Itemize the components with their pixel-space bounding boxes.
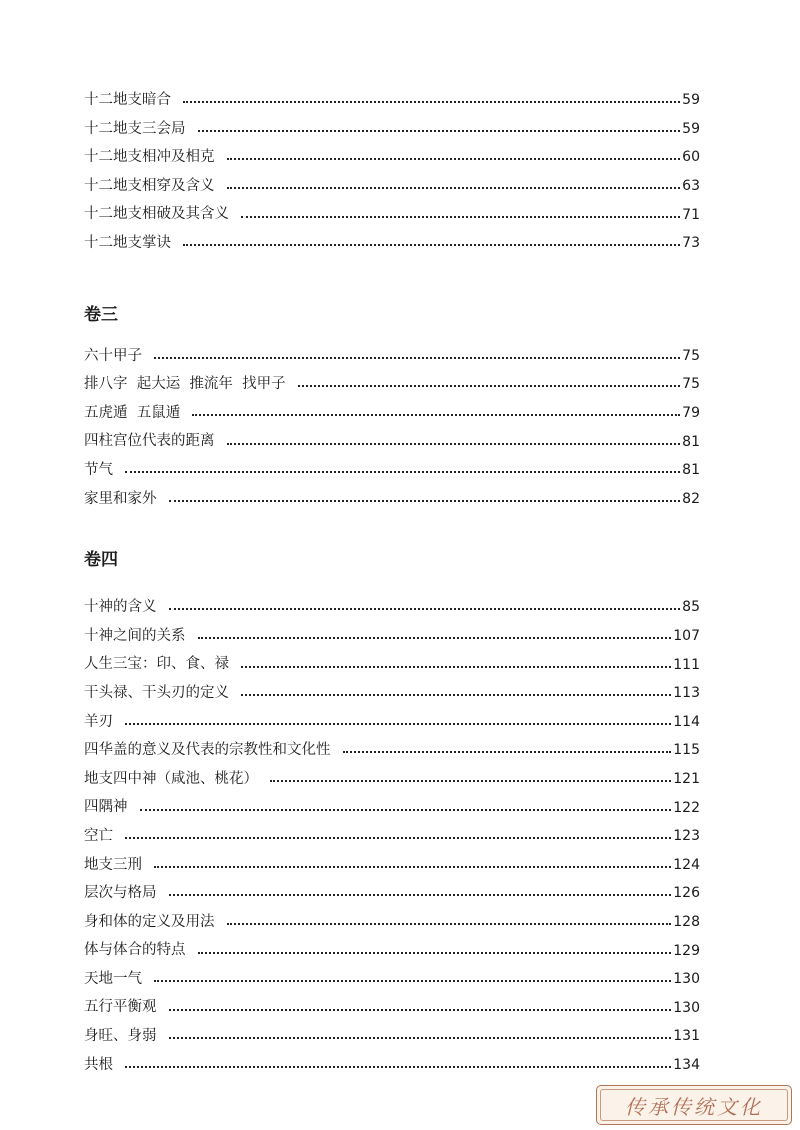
toc-entry[interactable]	[84, 427, 700, 456]
entry-page-number: 107	[673, 628, 700, 645]
section-heading-vol3: 卷三	[84, 304, 118, 325]
toc-entry[interactable]	[84, 993, 700, 1022]
entry-page-number: 71	[682, 206, 700, 223]
toc-entry[interactable]	[84, 736, 700, 765]
dot-leader	[198, 637, 672, 639]
entry-page-number: 79	[682, 405, 700, 422]
entry-page-number: 131	[673, 1028, 700, 1045]
toc-entry[interactable]	[84, 342, 700, 371]
toc-section-vol3	[84, 304, 700, 514]
entry-page-number: 75	[682, 347, 700, 364]
entry-title: 人生三宝：印、食、禄	[84, 656, 229, 673]
toc-section-continued	[84, 86, 700, 258]
entry-page-number: 113	[673, 685, 700, 702]
toc-entry[interactable]	[84, 793, 700, 822]
entry-title: 干头禄、干头刃的定义	[84, 684, 229, 701]
toc-entry[interactable]	[84, 485, 700, 514]
toc-entry[interactable]	[84, 936, 700, 965]
dot-leader	[227, 187, 681, 189]
table-of-contents	[84, 86, 700, 1079]
toc-entry[interactable]	[84, 86, 700, 115]
dot-leader	[125, 1066, 671, 1068]
toc-entry[interactable]	[84, 622, 700, 651]
entry-page-number: 59	[682, 120, 700, 137]
entry-page-number: 130	[673, 999, 700, 1016]
toc-entry[interactable]	[84, 456, 700, 485]
entry-title: 地支四中神（咸池、桃花）	[84, 770, 258, 787]
entry-title: 家里和家外	[84, 490, 157, 507]
dot-leader	[227, 158, 681, 160]
entry-page-number: 123	[673, 828, 700, 845]
toc-entry[interactable]	[84, 1051, 700, 1080]
entry-title: 体与体合的特点	[84, 942, 186, 959]
dot-leader	[227, 923, 672, 925]
entry-page-number: 59	[682, 92, 700, 109]
entry-page-number: 81	[682, 462, 700, 479]
dot-leader	[198, 130, 681, 132]
entry-title: 羊刃	[84, 713, 113, 730]
entry-title: 十二地支相破及其含义	[84, 206, 229, 223]
toc-entry[interactable]	[84, 370, 700, 399]
dot-leader	[241, 216, 680, 218]
toc-entry[interactable]	[84, 229, 700, 258]
dot-leader	[154, 866, 671, 868]
entry-page-number: 114	[673, 713, 700, 730]
dot-leader	[154, 357, 680, 359]
dot-leader	[192, 414, 680, 416]
toc-entry[interactable]	[84, 1022, 700, 1051]
dot-leader	[125, 723, 671, 725]
entry-title: 五虎遁 五鼠遁	[84, 404, 181, 421]
entry-page-number: 73	[682, 235, 700, 252]
entry-page-number: 60	[682, 149, 700, 166]
toc-entry[interactable]	[84, 822, 700, 851]
entry-title: 身旺、身弱	[84, 1028, 157, 1045]
dot-leader	[169, 608, 681, 610]
watermark-text: 传承传统文化	[625, 1094, 763, 1119]
dot-leader	[154, 980, 671, 982]
entry-page-number: 75	[682, 376, 700, 393]
entry-page-number: 82	[682, 490, 700, 507]
toc-entry[interactable]	[84, 708, 700, 737]
section-heading-vol4: 卷四	[84, 550, 118, 571]
dot-leader	[140, 809, 672, 811]
entry-page-number: 63	[682, 178, 700, 195]
toc-entry[interactable]	[84, 679, 700, 708]
dot-leader	[270, 780, 671, 782]
entry-title: 层次与格局	[84, 885, 157, 902]
toc-entry[interactable]	[84, 765, 700, 794]
toc-entry[interactable]	[84, 650, 700, 679]
entry-title: 六十甲子	[84, 347, 142, 364]
entry-title: 五行平衡观	[84, 999, 157, 1016]
dot-leader	[227, 443, 681, 445]
entry-title: 天地一气	[84, 970, 142, 987]
entry-title: 十二地支掌诀	[84, 235, 171, 252]
entry-page-number: 121	[673, 770, 700, 787]
dot-leader	[125, 837, 671, 839]
dot-leader	[169, 1037, 672, 1039]
toc-entry[interactable]	[84, 593, 700, 622]
entry-page-number: 115	[673, 742, 700, 759]
entry-title: 十神的含义	[84, 599, 157, 616]
entry-title: 十神之间的关系	[84, 627, 186, 644]
toc-entry[interactable]	[84, 850, 700, 879]
watermark-stamp	[596, 1085, 792, 1125]
entry-title: 四隅神	[84, 799, 128, 816]
entry-title: 共根	[84, 1056, 113, 1073]
entry-page-number: 122	[673, 799, 700, 816]
entry-title: 排八字 起大运 推流年 找甲子	[84, 376, 286, 393]
entry-title: 身和体的定义及用法	[84, 913, 215, 930]
dot-leader	[125, 471, 680, 473]
dot-leader	[343, 751, 672, 753]
entry-page-number: 128	[673, 913, 700, 930]
dot-leader	[183, 101, 680, 103]
entry-page-number: 129	[673, 942, 700, 959]
dot-leader	[241, 694, 671, 696]
toc-entry[interactable]	[84, 965, 700, 994]
toc-entry[interactable]	[84, 879, 700, 908]
entry-page-number: 134	[673, 1056, 700, 1073]
dot-leader	[169, 500, 681, 502]
toc-entry[interactable]	[84, 143, 700, 172]
dot-leader	[183, 244, 680, 246]
toc-entry[interactable]	[84, 172, 700, 201]
entry-title: 十二地支相冲及相克	[84, 149, 215, 166]
toc-entry[interactable]	[84, 200, 700, 229]
entry-title: 十二地支相穿及含义	[84, 177, 215, 194]
entry-title: 空亡	[84, 827, 113, 844]
dot-leader	[198, 952, 672, 954]
toc-entry[interactable]	[84, 115, 700, 144]
entry-title: 十二地支三会局	[84, 120, 186, 137]
entry-title: 地支三刑	[84, 856, 142, 873]
entry-title: 四华盖的意义及代表的宗教性和文化性	[84, 742, 331, 759]
entry-page-number: 126	[673, 885, 700, 902]
entry-title: 十二地支暗合	[84, 92, 171, 109]
toc-entry[interactable]	[84, 908, 700, 937]
entry-page-number: 130	[673, 971, 700, 988]
toc-section-vol4	[84, 549, 700, 1079]
entry-title: 四柱宫位代表的距离	[84, 433, 215, 450]
dot-leader	[298, 385, 681, 387]
toc-entry[interactable]	[84, 399, 700, 428]
entry-title: 节气	[84, 461, 113, 478]
entry-page-number: 111	[673, 656, 700, 673]
dot-leader	[241, 666, 671, 668]
dot-leader	[169, 1009, 672, 1011]
dot-leader	[169, 894, 672, 896]
entry-page-number: 85	[682, 599, 700, 616]
entry-page-number: 124	[673, 856, 700, 873]
entry-page-number: 81	[682, 433, 700, 450]
